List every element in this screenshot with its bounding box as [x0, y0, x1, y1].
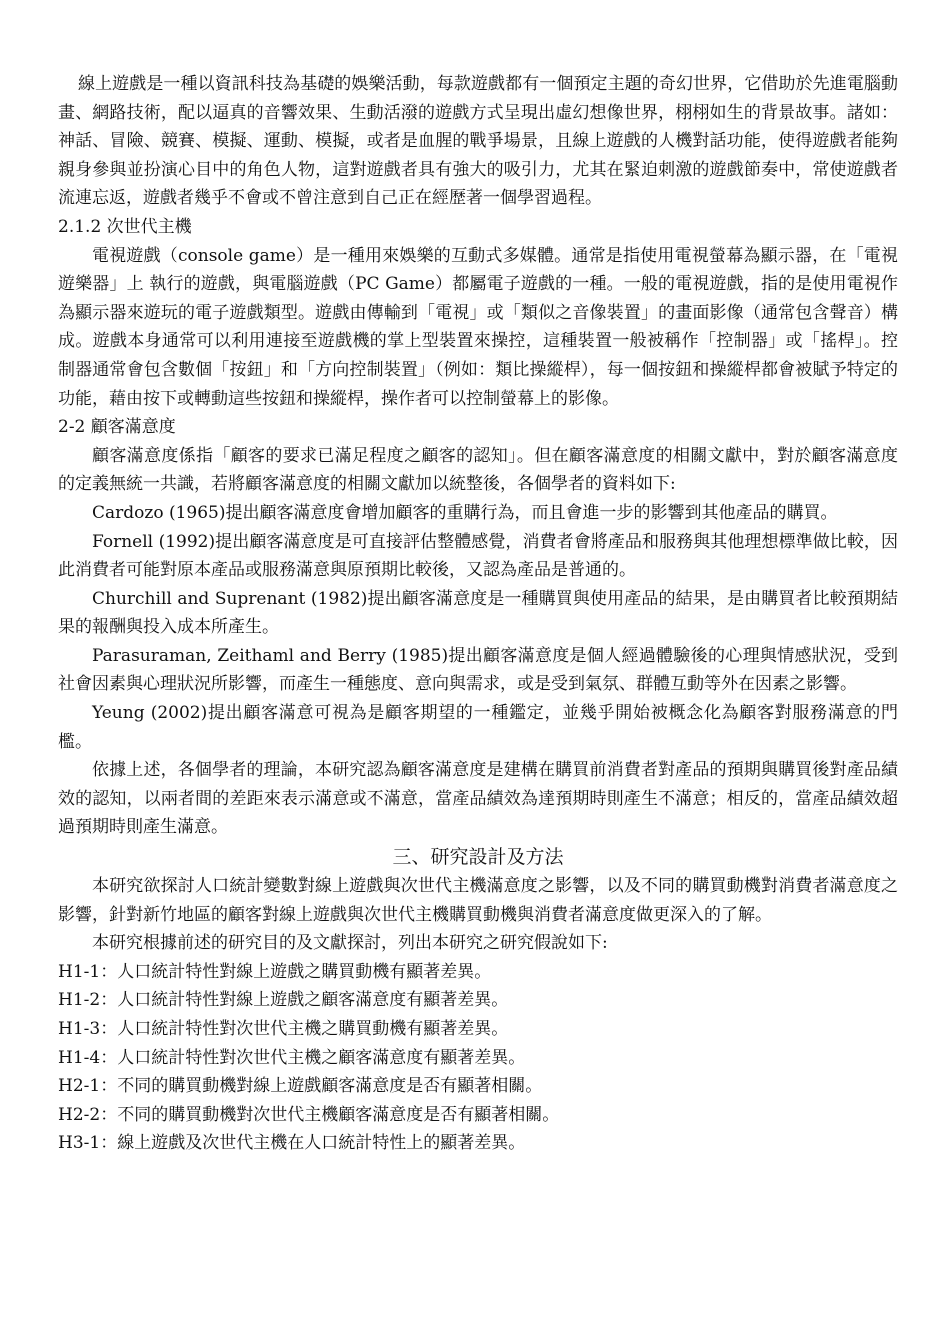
document-page	[58, 70, 898, 1158]
hypothesis-item: H1-3：人口統計特性對次世代主機之購買動機有顯著差異。	[58, 1019, 509, 1039]
hypothesis-item: H2-1：不同的購買動機對線上遊戲顧客滿意度是否有顯著相關。	[58, 1076, 543, 1097]
churchill-paragraph: Churchill and Suprenant (1982)提出顧客滿意度是一種購買與使用產品的結果，是由購買者比較預期結果的報酬與投入成本所產生。	[58, 588, 898, 638]
hypothesis-item: H1-1：人口統計特性對線上遊戲之購買動機有顯著差異。	[58, 961, 492, 982]
console-game-paragraph: 電視遊戲（console game）是一種用來娛樂的互動式多媒體。通常是指使用電視螢幕為顯示器，在「電視遊樂器」上 執行的遊戲，與電腦遊戲（PC Game）都屬電子遊戲的一種。一般的電視遊戲，指的是使用電視作為顯示器來遊玩的電子遊戲類型。遊戲由傳輸到「電視」或「類似之音像裝置」的畫面影像（通常包含聲音）構成。遊戲本身通常可以利用連接至遊戲機的掌上型裝置來操控，這種裝置一般被稱作「控制器」或「搖桿」。控制器通常會包含數個「按鈕」和「方向控制裝置」（例如：類比操縱桿），每一個按鈕和操縱桿都會被賦予特定的功能，藉由按下或轉動這些按鈕和操縱桿，操作者可以控制螢幕上的影像。	[58, 245, 898, 409]
hypotheses-list	[58, 958, 898, 1158]
yeung-paragraph: Yeung (2002)提出顧客滿意可視為是顧客期望的一種鑑定，並幾乎開始被概念化為顧客對服務滿意的門檻。	[58, 703, 898, 752]
hypothesis-item: H1-2：人口統計特性對線上遊戲之顧客滿意度有顯著差異。	[58, 990, 509, 1011]
cardozo-paragraph: Cardozo (1965)提出顧客滿意度會增加顧客的重購行為，而且會進一步的影響到其他產品的購買。	[92, 502, 838, 523]
hypothesis-item: H3-1：線上遊戲及次世代主機在人口統計特性上的顯著差異。	[58, 1133, 526, 1154]
hypothesis-item: H2-2：不同的購買動機對次世代主機顧客滿意度是否有顯著相關。	[58, 1104, 560, 1125]
section-title-3: 三、研究設計及方法	[392, 846, 564, 869]
hypothesis-item: H1-4：人口統計特性對次世代主機之顧客滿意度有顯著差異。	[58, 1047, 526, 1068]
intro-paragraph: 線上遊戲是一種以資訊科技為基礎的娛樂活動，每款遊戲都有一個預定主題的奇幻世界，它借助於先進電腦動畫、網路技術，配以逼真的音響效果、生動活潑的遊戲方式呈現出虛幻想像世界，栩栩如生的背景故事。諸如：神話、冒險、競賽、模擬、運動、模擬，或者是血腥的戰爭場景，且線上遊戲的人機對話功能，使得遊戲者能夠親身參與並扮演心目中的角色人物，這對遊戲者具有強大的吸引力，尤其在緊迫刺激的遊戲節奏中，常使遊戲者流連忘返，遊戲者幾乎不會或不曾注意到自己正在經歷著一個學習過程。	[58, 74, 898, 209]
hypotheses-intro-paragraph: 本研究根據前述的研究目的及文獻探討，列出本研究之研究假說如下:	[92, 933, 608, 954]
research-purpose-paragraph: 本研究欲探討人口統計變數對線上遊戲與次世代主機滿意度之影響，以及不同的購買動機對消費者滿意度之影響，針對新竹地區的顧客對線上遊戲與次世代主機購買動機與消費者滿意度做更深入的了解。	[58, 876, 898, 925]
summary-paragraph: 依據上述，各個學者的理論，本研究認為顧客滿意度是建構在購買前消費者對產品的預期與購買後對產品績效的認知，以兩者間的差距來表示滿意或不滿意，當產品績效為達預期時則產生不滿意；相反的，當產品績效超過預期時則產生滿意。	[58, 760, 898, 838]
section-heading-2-1-2: 2.1.2 次世代主機	[58, 216, 192, 237]
satisfaction-definition-paragraph: 顧客滿意度係指「顧客的要求已滿足程度之顧客的認知」。但在顧客滿意度的相關文獻中，對於顧客滿意度的定義無統一共識，若將顧客滿意度的相關文獻加以統整後，各個學者的資料如下:	[58, 445, 898, 495]
fornell-paragraph: Fornell (1992)提出顧客滿意度是可直接評估整體感覺，消費者會將產品和服務與其他理想標準做比較，因此消費者可能對原本產品或服務滿意與原預期比較後，又認為產品是普通的。	[58, 531, 898, 581]
section-heading-2-2: 2-2 顧客滿意度	[58, 417, 176, 438]
parasuraman-paragraph: Parasuraman, Zeithaml and Berry (1985)提出顧客滿意度是個人經過體驗後的心理與情感狀況，受到社會因素與心理狀況所影響，而產生一種態度、意向與需求，或是受到氣氛、群體互動等外在因素之影響。	[58, 645, 898, 695]
